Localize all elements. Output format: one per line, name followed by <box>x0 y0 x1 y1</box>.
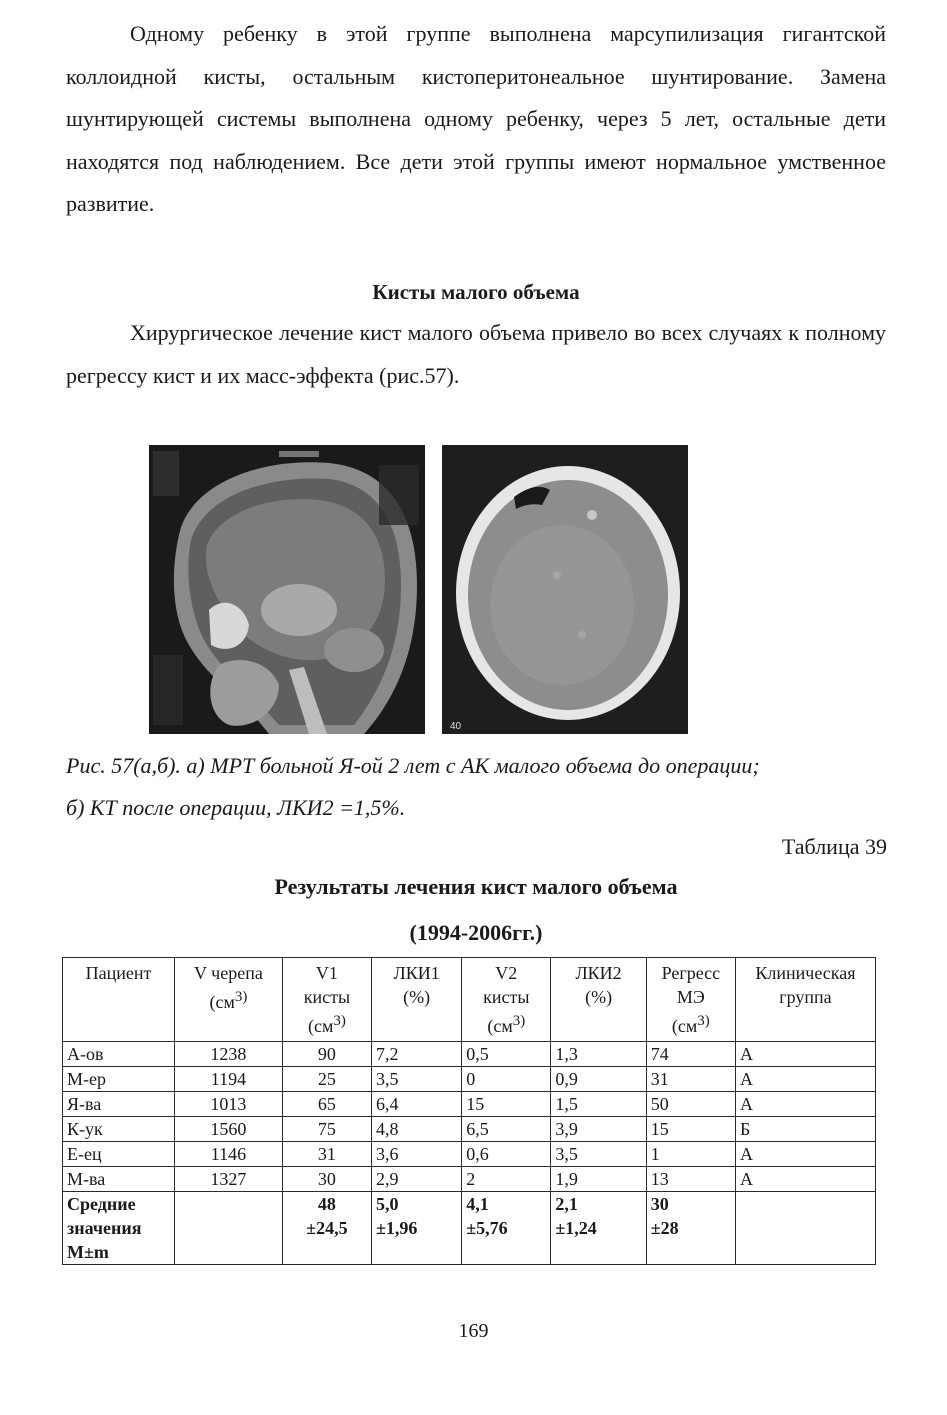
ct-label: 40 <box>450 721 462 732</box>
cell-lki2: 1,3 <box>551 1042 646 1067</box>
cell-group: А <box>735 1092 875 1117</box>
mri-drawing <box>149 445 425 734</box>
table-row <box>63 1067 876 1092</box>
cell-v2: 6,5 <box>462 1117 551 1142</box>
mean-regress: 30 ±28 <box>646 1192 735 1265</box>
table-row <box>63 1117 876 1142</box>
cell-v2: 0 <box>462 1067 551 1092</box>
cell-regress: 15 <box>646 1117 735 1142</box>
header-v1-cyst: V1 кисты ($см^{3)}$ <box>282 958 371 1042</box>
cell-group: А <box>735 1167 875 1192</box>
header-patient: Пациент <box>63 958 175 1042</box>
cell-skull-volume: 1327 <box>174 1167 282 1192</box>
table-mean-row <box>63 1192 876 1265</box>
ct-axial-image <box>442 445 688 734</box>
paragraph-2: Хирургическое лечение кист малого объема привело во всех случаях к полному регрессу кист и их масс-эффекта (рис.57). <box>66 320 886 388</box>
cell-patient: Е-ец <box>63 1142 175 1167</box>
mean-skull-volume <box>174 1192 282 1265</box>
mean-group <box>735 1192 875 1265</box>
mean-v2: 4,1 ±5,76 <box>462 1192 551 1265</box>
cell-v2: 15 <box>462 1092 551 1117</box>
cell-regress: 50 <box>646 1092 735 1117</box>
cell-v2: 0,5 <box>462 1042 551 1067</box>
cell-lki1: 3,6 <box>372 1142 462 1167</box>
cell-skull-volume: 1146 <box>174 1142 282 1167</box>
mean-lki1: 5,0 ±1,96 <box>372 1192 462 1265</box>
caption-line-1: Рис. 57(а,б). а) МРТ больной Я-ой 2 лет с АК малого объема до операции; <box>66 753 760 778</box>
cell-lki1: 7,2 <box>372 1042 462 1067</box>
cell-lki1: 3,5 <box>372 1067 462 1092</box>
mean-v1: 48 ±24,5 <box>282 1192 371 1265</box>
cell-lki1: 2,9 <box>372 1167 462 1192</box>
ct-drawing <box>442 445 688 734</box>
cell-group: Б <box>735 1117 875 1142</box>
header-regress: Регресс МЭ ($см^{3)}$ <box>646 958 735 1042</box>
cell-lki2: 3,9 <box>551 1117 646 1142</box>
cell-lki1: 4,8 <box>372 1117 462 1142</box>
table-number: Таблица 39 <box>781 834 887 859</box>
cell-v1: 31 <box>282 1142 371 1167</box>
cell-v2: 2 <box>462 1167 551 1192</box>
table-row <box>63 1142 876 1167</box>
figure-caption <box>66 745 886 829</box>
section-heading: Кисты малого объема <box>372 280 580 304</box>
cell-v1: 75 <box>282 1117 371 1142</box>
mean-lki2: 2,1 ±1,24 <box>551 1192 646 1265</box>
cell-v2: 0,6 <box>462 1142 551 1167</box>
cell-group: А <box>735 1142 875 1167</box>
header-skull-volume: V черепа ($см^{3)}$ <box>174 958 282 1042</box>
cell-group: А <box>735 1042 875 1067</box>
mri-sagittal-image <box>149 445 425 734</box>
cell-skull-volume: 1238 <box>174 1042 282 1067</box>
cell-v1: 25 <box>282 1067 371 1092</box>
cell-regress: 74 <box>646 1042 735 1067</box>
cell-patient: Я-ва <box>63 1092 175 1117</box>
cell-patient: М-ер <box>63 1067 175 1092</box>
header-lki2: ЛКИ2 (%) <box>551 958 646 1042</box>
cell-v1: 90 <box>282 1042 371 1067</box>
cell-patient: К-ук <box>63 1117 175 1142</box>
results-table <box>62 957 876 1265</box>
header-clinical-group: Клиническая группа <box>735 958 875 1042</box>
cell-lki1: 6,4 <box>372 1092 462 1117</box>
cell-lki2: 1,9 <box>551 1167 646 1192</box>
cell-regress: 31 <box>646 1067 735 1092</box>
cell-skull-volume: 1560 <box>174 1117 282 1142</box>
cell-v1: 30 <box>282 1167 371 1192</box>
cell-lki2: 1,5 <box>551 1092 646 1117</box>
cell-skull-volume: 1194 <box>174 1067 282 1092</box>
table-years: (1994-2006гг.) <box>409 920 543 945</box>
mean-label: Средние значения M±m <box>63 1192 175 1265</box>
cell-lki2: 3,5 <box>551 1142 646 1167</box>
page-number: 169 <box>458 1320 489 1342</box>
cell-patient: А-ов <box>63 1042 175 1067</box>
table-title: Результаты лечения кист малого объема <box>274 874 678 899</box>
cell-regress: 13 <box>646 1167 735 1192</box>
table-row <box>63 1092 876 1117</box>
table-row <box>63 1042 876 1067</box>
cell-skull-volume: 1013 <box>174 1092 282 1117</box>
cell-lki2: 0,9 <box>551 1067 646 1092</box>
cell-group: А <box>735 1067 875 1092</box>
table-header-row <box>63 958 876 1042</box>
paragraph-1: Одному ребенку в этой группе выполнена марсупилизация гигантской коллоидной кисты, остальным кистоперитонеальное шунтирование. Замена шунтирующей системы выполнена одному ребенку, через 5 лет, остальные дети находятся под наблюдением. Все дети этой группы имеют нормальное умственное развитие. <box>66 21 886 216</box>
table-row <box>63 1167 876 1192</box>
header-lki1: ЛКИ1 (%) <box>372 958 462 1042</box>
cell-patient: М-ва <box>63 1167 175 1192</box>
caption-line-2: б) КТ после операции, ЛКИ2 =1,5%. <box>66 795 406 820</box>
cell-v1: 65 <box>282 1092 371 1117</box>
header-v2-cyst: V2 кисты ($см^{3)}$ <box>462 958 551 1042</box>
cell-regress: 1 <box>646 1142 735 1167</box>
